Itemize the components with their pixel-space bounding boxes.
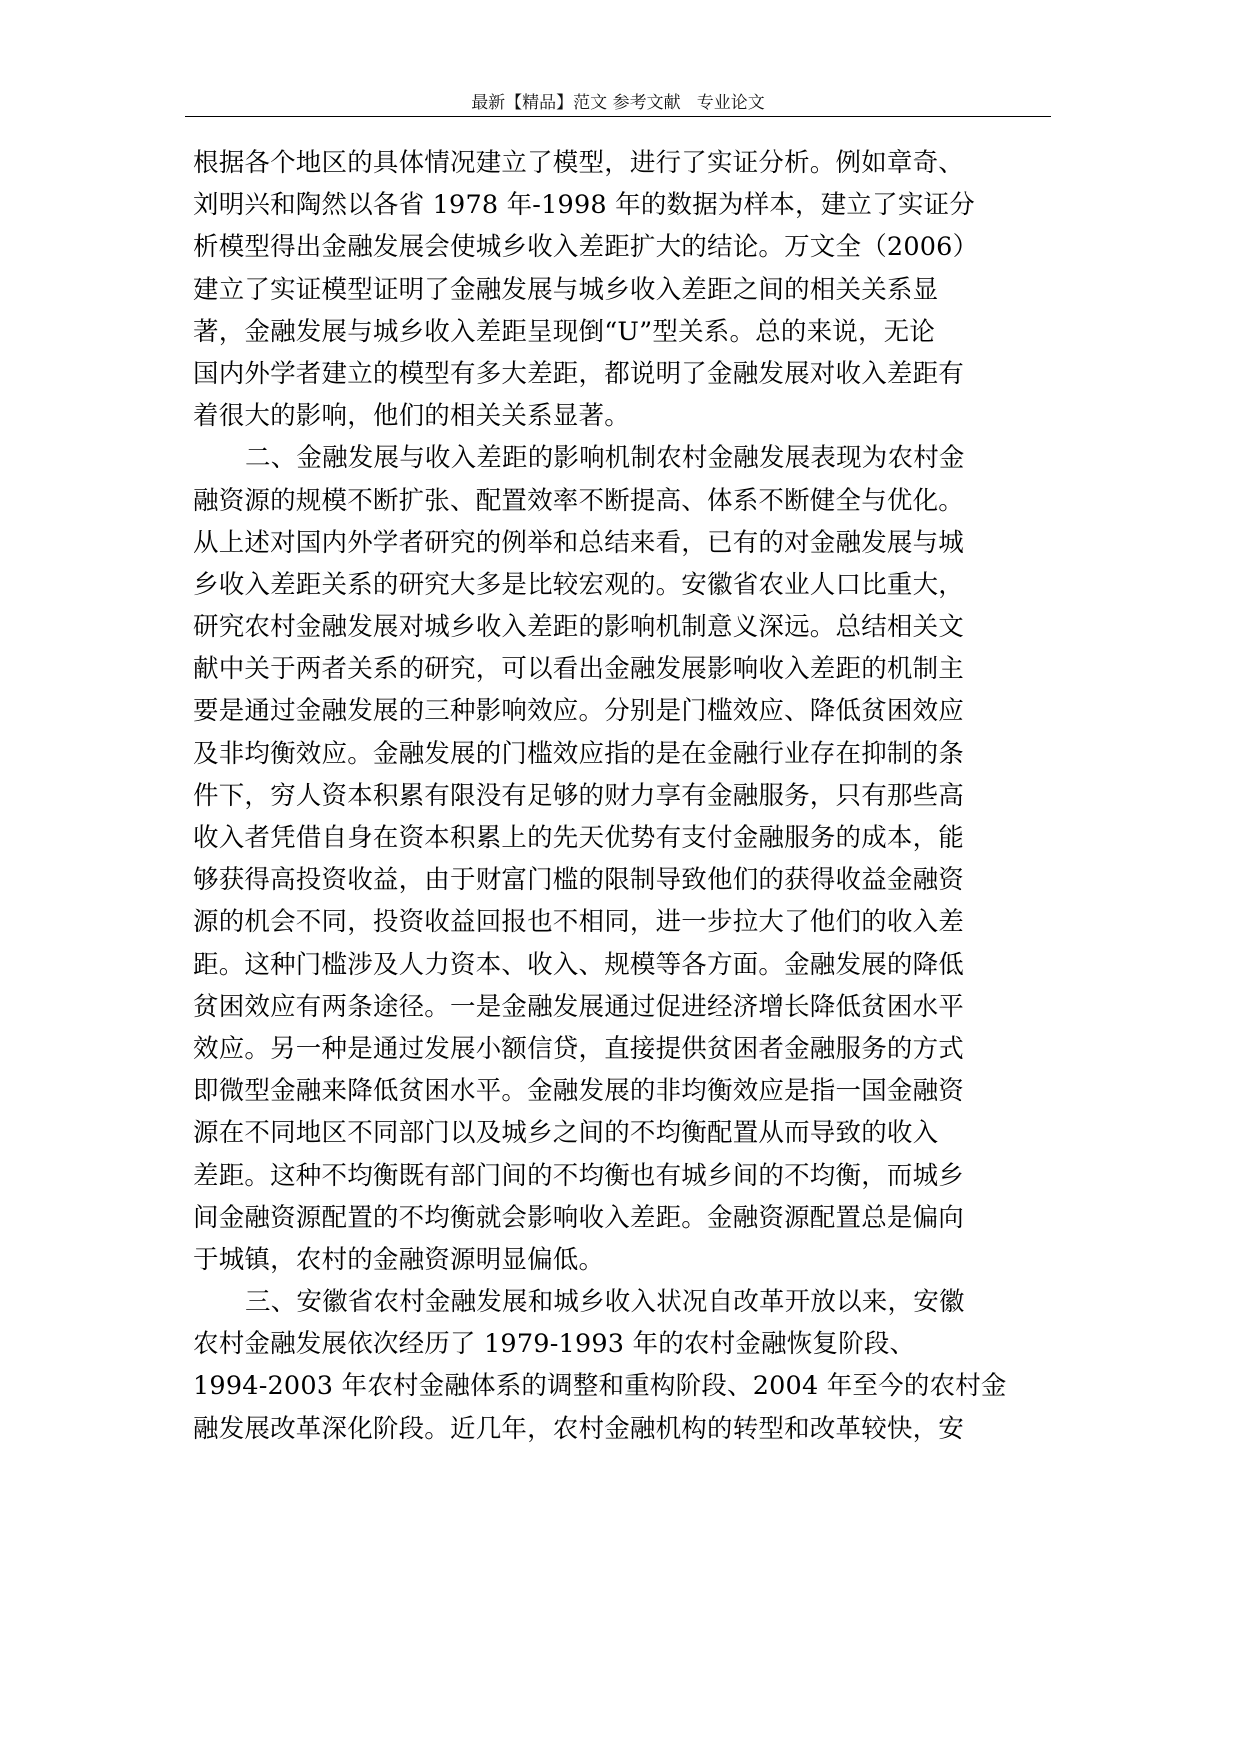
- text-line: 1994-2003 年农村金融体系的调整和重构阶段、2004 年至今的农村金: [193, 1371, 1007, 1402]
- text-line: 收入者凭借自身在资本积累上的先天优势有支付金融服务的成本，能: [193, 823, 965, 853]
- text-line: 融资源的规模不断扩张、配置效率不断提高、体系不断健全与优化。: [193, 485, 965, 516]
- text-line: 间金融资源配置的不均衡就会影响收入差距。金融资源配置总是偏向: [193, 1202, 965, 1233]
- text-line: 效应。另一种是通过发展小额信贷，直接提供贫困者金融服务的方式: [193, 1033, 965, 1064]
- text-line: 件下，穷人资本积累有限没有足够的财力享有金融服务，只有那些高: [193, 780, 965, 811]
- text-line: 着很大的影响，他们的相关关系显著。: [193, 401, 630, 432]
- text-line: 献中关于两者关系的研究，可以看出金融发展影响收入差距的机制主: [193, 654, 965, 685]
- text-line: 析模型得出金融发展会使城乡收入差距扩大的结论。万文全（2006）: [193, 232, 979, 263]
- document-body: [193, 142, 1053, 1450]
- text-line: 建立了实证模型证明了金融发展与城乡收入差距之间的相关关系显: [193, 274, 939, 305]
- text-line: 要是通过金融发展的三种影响效应。分别是门槛效应、降低贫困效应: [193, 696, 965, 727]
- text-line: 乡收入差距关系的研究大多是比较宏观的。安徽省农业人口比重大，: [193, 569, 965, 600]
- section-3-first-line: 三、安徽省农村金融发展和城乡收入状况自改革开放以来，安徽: [245, 1287, 965, 1318]
- text-line: 源的机会不同，投资收益回报也不相同，进一步拉大了他们的收入差: [193, 907, 965, 938]
- header-divider: [185, 116, 1051, 117]
- text-line: 源在不同地区不同部门以及城乡之间的不均衡配置从而导致的收入: [193, 1118, 939, 1149]
- text-line: 差距。这种不均衡既有部门间的不均衡也有城乡间的不均衡，而城乡: [193, 1160, 965, 1191]
- text-line: 国内外学者建立的模型有多大差距，都说明了金融发展对收入差距有: [193, 358, 965, 389]
- text-line: 够获得高投资收益，由于财富门槛的限制导致他们的获得收益金融资: [193, 865, 965, 896]
- text-line: 距。这种门槛涉及人力资本、收入、规模等各方面。金融发展的降低: [193, 949, 965, 980]
- text-line: 从上述对国内外学者研究的例举和总结来看，已有的对金融发展与城: [193, 527, 965, 558]
- text-line: 农村金融发展依次经历了 1979-1993 年的农村金融恢复阶段、: [193, 1329, 916, 1360]
- text-line: 刘明兴和陶然以各省 1978 年-1998 年的数据为样本，建立了实证分: [193, 190, 975, 221]
- text-line: 贫困效应有两条途径。一是金融发展通过促进经济增长降低贫困水平: [193, 991, 965, 1022]
- text-line: 研究农村金融发展对城乡收入差距的影响机制意义深远。总结相关文: [193, 612, 965, 643]
- text-line: 著，金融发展与城乡收入差距呈现倒“U”型关系。总的来说，无论: [193, 316, 936, 347]
- text-line: 根据各个地区的具体情况建立了模型，进行了实证分析。例如章奇、: [193, 148, 965, 178]
- text-line: 即微型金融来降低贫困水平。金融发展的非均衡效应是指一国金融资: [193, 1076, 965, 1107]
- page-header: 最新【精品】范文 参考文献 专业论文: [471, 93, 765, 113]
- text-line: 及非均衡效应。金融发展的门槛效应指的是在金融行业存在抑制的条: [193, 738, 965, 769]
- text-line: 于城镇，农村的金融资源明显偏低。: [193, 1244, 605, 1275]
- text-line: 融发展改革深化阶段。近几年，农村金融机构的转型和改革较快，安: [193, 1413, 965, 1444]
- section-2-first-line: 二、金融发展与收入差距的影响机制农村金融发展表现为农村金: [245, 443, 965, 474]
